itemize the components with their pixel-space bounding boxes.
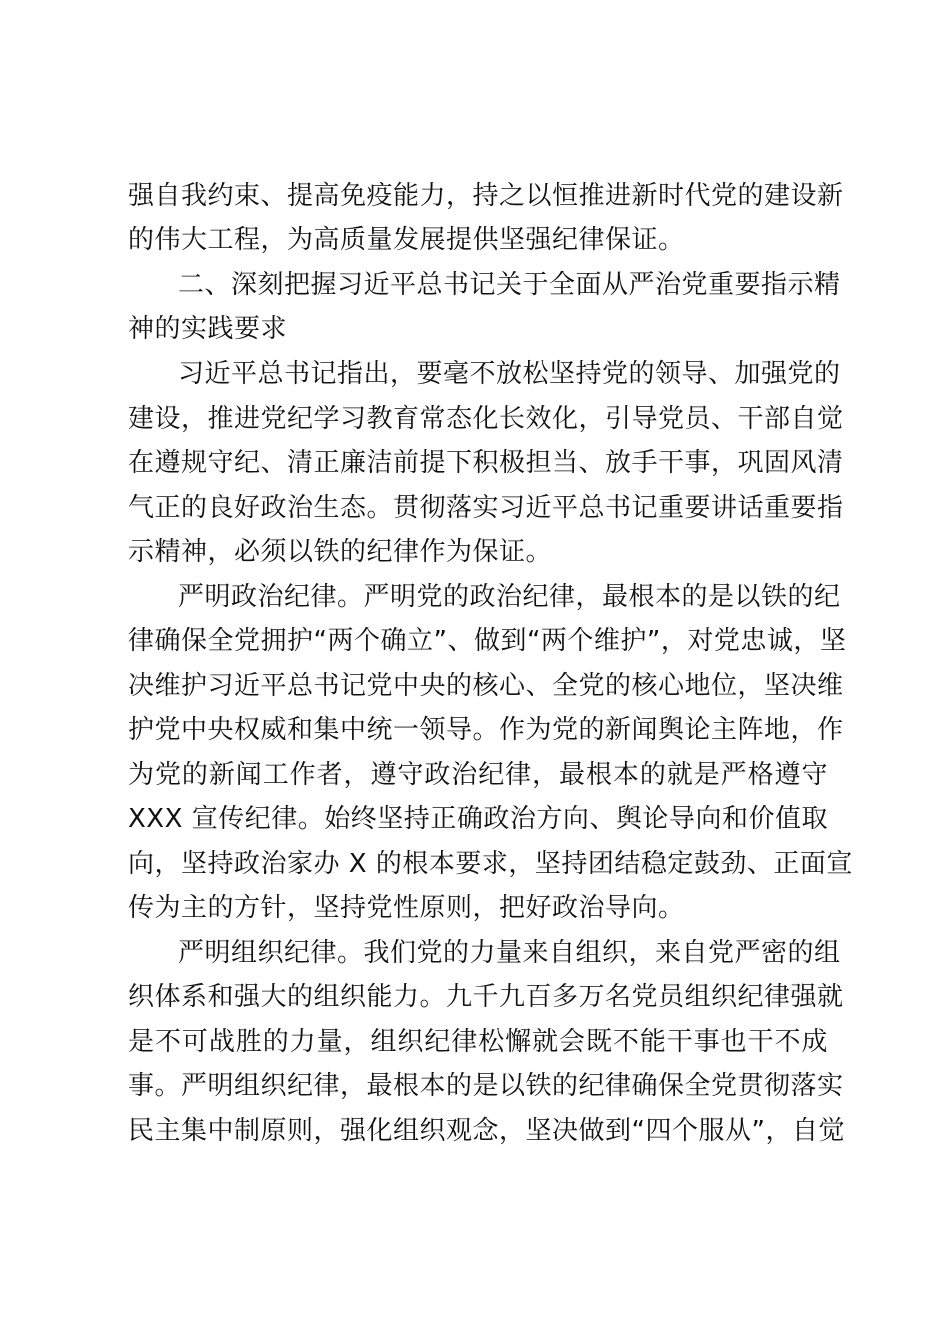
- body-line: 民主集中制原则，强化组织观念，坚决做到“四个服从”，自觉: [128, 1116, 845, 1146]
- body-line: 事。严明组织纪律，最根本的是以铁的纪律确保全党贯彻落实: [128, 1071, 844, 1101]
- body-line: 气正的良好政治生态。贯彻落实习近平总书记重要讲话重要指: [128, 493, 844, 523]
- body-line: 严明政治纪律。严明党的政治纪律，最根本的是以铁的纪: [178, 582, 841, 612]
- body-line: 强自我约束、提高免疫能力，持之以恒推进新时代党的建设新: [128, 181, 844, 211]
- body-line: 向，坚持政治家办 X 的根本要求，坚持团结稳定鼓劲、正面宣: [128, 849, 853, 879]
- section-heading: 二、深刻把握习近平总书记关于全面从严治党重要指示精: [178, 270, 841, 300]
- body-line: 护党中央权威和集中统一领导。作为党的新闻舆论主阵地，作: [128, 715, 844, 745]
- body-line: 决维护习近平总书记党中央的核心、全党的核心地位，坚决维: [128, 671, 844, 701]
- body-line: 习近平总书记指出，要毫不放松坚持党的领导、加强党的: [178, 359, 841, 389]
- body-line: 律确保全党拥护“两个确立”、做到“两个维护”，对党忠诚，坚: [128, 626, 847, 656]
- body-line: 为党的新闻工作者，遵守政治纪律，最根本的就是严格遵守: [128, 760, 828, 790]
- body-line: 示精神，必须以铁的纪律作为保证。: [128, 537, 553, 567]
- body-line: 在遵规守纪、清正廉洁前提下积极担当、放手干事，巩固风清: [128, 448, 844, 478]
- section-heading: 神的实践要求: [128, 314, 288, 344]
- body-line: 严明组织纪律。我们党的力量来自组织，来自党严密的组: [178, 938, 841, 968]
- body-line: 是不可战胜的力量，组织纪律松懈就会既不能干事也干不成: [128, 1027, 828, 1057]
- body-line: 的伟大工程，为高质量发展提供坚强纪律保证。: [128, 225, 685, 255]
- body-line: 传为主的方针，坚持党性原则，把好政治导向。: [128, 893, 685, 923]
- body-line: XXX 宣传纪律。始终坚持正确政治方向、舆论导向和价值取: [128, 804, 828, 834]
- body-line: 织体系和强大的组织能力。九千九百多万名党员组织纪律强就: [128, 982, 844, 1012]
- body-line: 建设，推进党纪学习教育常态化长效化，引导党员、干部自觉: [128, 404, 844, 434]
